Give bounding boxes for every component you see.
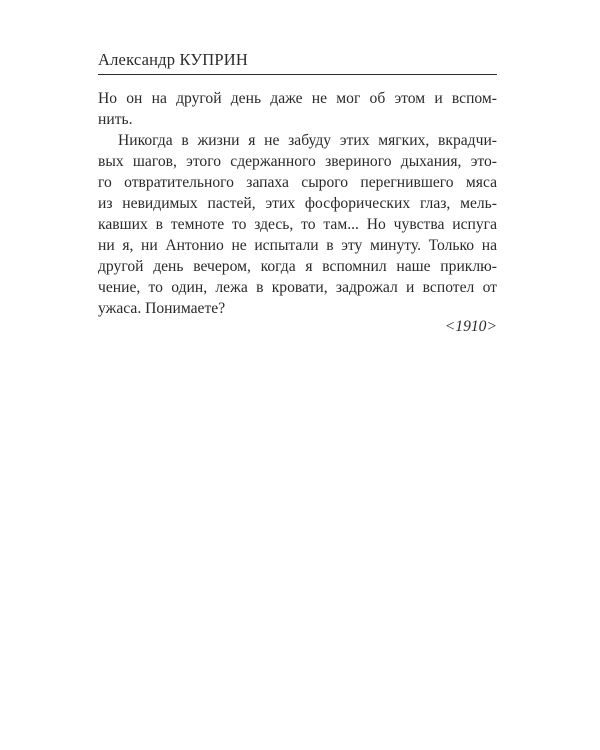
running-head-author: Александр КУПРИН [98,50,249,69]
text-line: ужаса. Понимаете? [98,300,226,317]
text-line: кавших в темноте то здесь, то там... Но чувства испуга [98,216,497,233]
date-mark: <1910> [444,318,497,335]
paragraph-1 [98,88,497,130]
paragraph-2 [98,130,497,319]
text-line: нить. [98,111,133,128]
text-line: вых шагов, этого сдержанного звериного дыхания, это- [98,153,497,170]
text-line: го отвратительного запаха сырого перегнившего мяса [98,174,497,191]
text-line: ни я, ни Антонио не испытали в эту минуту. Только на [98,237,497,254]
text-line: Никогда в жизни я не забуду этих мягких, вкрадчи- [118,132,497,149]
text-line: из невидимых пастей, этих фосфорических глаз, мель- [98,195,497,212]
text-line: другой день вечером, когда я вспомнил наше приклю- [98,258,497,275]
text-line: чение, то один, лежа в кровати, задрожал и вспотел от [98,279,497,296]
text-line: Но он на другой день даже не мог об этом и вспом- [98,90,497,107]
body-text [98,88,497,319]
header-rule [98,74,497,75]
